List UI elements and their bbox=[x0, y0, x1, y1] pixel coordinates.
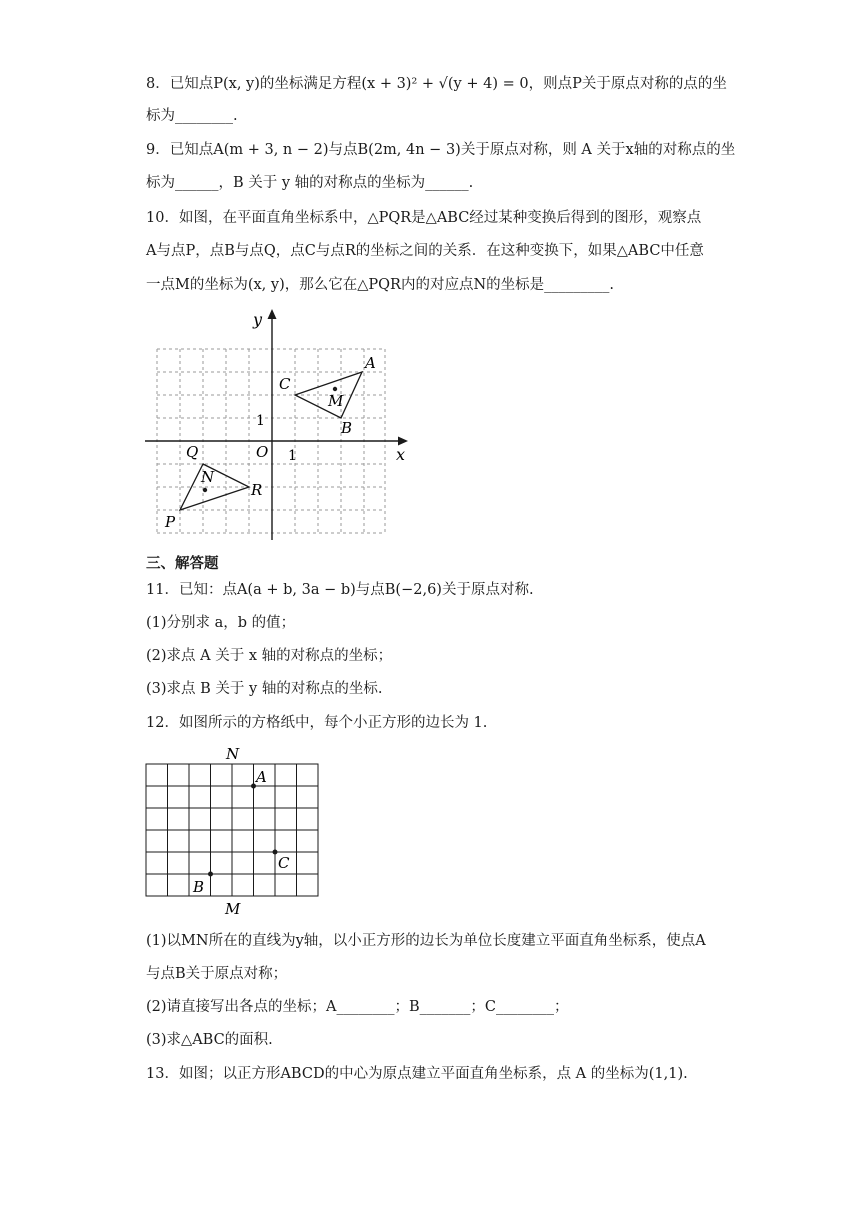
problem-12-line-5: (3)求△ABC的面积. bbox=[146, 1032, 273, 1048]
problem-12-line-3: 与点B关于原点对称； bbox=[146, 966, 288, 982]
point-b-dot bbox=[208, 872, 213, 877]
problem-11-line-4: (3)求点 B 关于 y 轴的对称点的坐标. bbox=[146, 681, 383, 697]
coordinate-figure-svg bbox=[140, 305, 420, 545]
x-unit-label: 1 bbox=[288, 448, 297, 464]
label-n-top: N bbox=[226, 745, 240, 763]
triangle-pqr bbox=[180, 464, 249, 510]
problem-8-line-1: 8．已知点P(x, y)的坐标满足方程(x + 3)² + √(y + 4) = 0，则点P关于原点对称的点的坐 bbox=[146, 76, 727, 92]
problem-9-line-2: 标为______，B 关于 y 轴的对称点的坐标为______. bbox=[146, 175, 474, 191]
section-heading: 三、解答题 bbox=[146, 556, 219, 572]
label-n: N bbox=[201, 468, 215, 486]
problem-13-line-1: 13．如图；以正方形ABCD的中心为原点建立平面直角坐标系，点 A 的坐标为(1,1). bbox=[146, 1066, 688, 1082]
problem-11-line-1: 11．已知：点A(a + b, 3a − b)与点B(−2,6)关于原点对称. bbox=[146, 582, 534, 598]
label-r: R bbox=[251, 481, 263, 499]
origin-label: O bbox=[256, 443, 269, 461]
label-p: P bbox=[165, 513, 176, 531]
label-m: M bbox=[328, 392, 344, 410]
y-unit-label: 1 bbox=[256, 413, 265, 429]
label-c: C bbox=[279, 375, 291, 393]
y-axis-label: y bbox=[253, 310, 263, 329]
square-grid-svg bbox=[140, 742, 330, 922]
coordinate-figure bbox=[140, 305, 420, 545]
point-c-dot bbox=[273, 850, 278, 855]
problem-10-line-2: A与点P，点B与点Q，点C与点R的坐标之间的关系．在这种变换下，如果△ABC中任意 bbox=[146, 243, 704, 259]
problem-8-line-2: 标为________. bbox=[146, 108, 238, 124]
y-axis-arrow bbox=[268, 309, 277, 319]
label-b: B bbox=[341, 419, 353, 437]
problem-11-line-3: (2)求点 A 关于 x 轴的对称点的坐标； bbox=[146, 648, 393, 664]
problem-10-line-3: 一点M的坐标为(x, y)，那么它在△PQR内的对应点N的坐标是_________. bbox=[146, 277, 615, 293]
x-axis-label: x bbox=[396, 445, 406, 464]
square-grid-figure bbox=[140, 742, 330, 922]
problem-10-line-1: 10．如图，在平面直角坐标系中，△PQR是△ABC经过某种变换后得到的图形，观察点 bbox=[146, 210, 702, 226]
label-a: A bbox=[256, 768, 267, 786]
problem-11-line-2: (1)分别求 a，b 的值； bbox=[146, 615, 296, 631]
point-n-dot bbox=[203, 488, 207, 492]
label-a: A bbox=[365, 354, 376, 372]
point-m-dot bbox=[333, 387, 337, 391]
label-m-bottom: M bbox=[225, 900, 241, 918]
label-b: B bbox=[193, 878, 205, 896]
square-grid bbox=[146, 764, 318, 896]
label-c: C bbox=[278, 854, 290, 872]
problem-12-line-4: (2)请直接写出各点的坐标；A________；B_______；C________； bbox=[146, 999, 569, 1015]
label-q: Q bbox=[186, 443, 199, 461]
problem-12-line-1: 12．如图所示的方格纸中，每个小正方形的边长为 1. bbox=[146, 715, 488, 731]
problem-12-line-2: (1)以MN所在的直线为y轴，以小正方形的边长为单位长度建立平面直角坐标系，使点A bbox=[146, 933, 706, 949]
problem-9-line-1: 9．已知点A(m + 3, n − 2)与点B(2m, 4n − 3)关于原点对称，则 A 关于x轴的对称点的坐 bbox=[146, 142, 736, 158]
